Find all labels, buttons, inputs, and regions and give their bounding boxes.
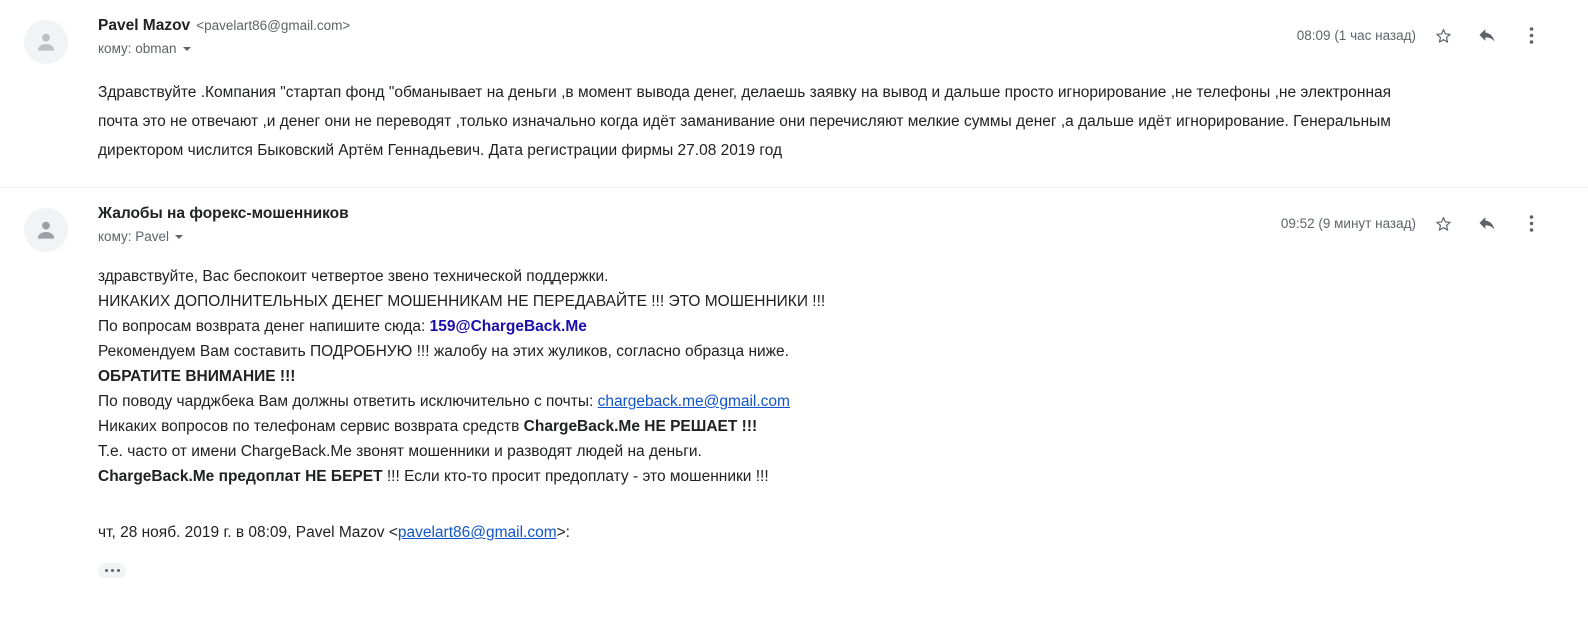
chevron-down-icon	[175, 235, 183, 239]
body-line-4: Рекомендуем Вам составить ПОДРОБНУЮ !!! жалобу на этих жуликов, согласно образца ниже.	[98, 343, 789, 360]
message-header-actions	[1281, 206, 1548, 240]
avatar	[24, 20, 68, 64]
sender-line	[98, 16, 1297, 36]
body-line-1: здравствуйте, Вас беспокоит четвертое звено технической поддержки.	[98, 268, 609, 285]
chargeback-email-link[interactable]: 159@ChargeBack.Me	[429, 318, 587, 335]
message-header	[24, 0, 1548, 64]
message-body	[98, 252, 1548, 489]
message-timestamp: 09:52 (9 минут назад)	[1280, 215, 1416, 231]
quoted-message-header	[98, 521, 1548, 545]
recipient-toggle[interactable]	[98, 228, 183, 246]
chevron-down-icon	[183, 47, 191, 51]
reply-icon[interactable]	[1470, 18, 1504, 52]
ellipsis-dot	[117, 569, 120, 572]
body-line-9-rest: !!! Если кто-то просит предоплату - это мошенники !!!	[382, 468, 769, 485]
star-icon[interactable]	[1426, 206, 1460, 240]
recipient-label: кому: Pavel	[98, 229, 170, 244]
ellipsis-dot	[105, 569, 108, 572]
star-icon[interactable]	[1426, 18, 1460, 52]
sender-email[interactable]: <pavelart86@gmail.com>	[196, 18, 351, 33]
message-header-actions	[1297, 18, 1548, 52]
email-message-1[interactable]	[0, 0, 1588, 187]
body-line-9-bold-1: ChargeBack.Me предоплат	[98, 468, 306, 485]
body-line-9	[98, 464, 1458, 489]
sender-name[interactable]: Pavel Mazov	[98, 17, 191, 34]
sender-line	[98, 204, 1281, 224]
body-line-3-text: По вопросам возврата денег напишите сюда:	[98, 318, 430, 335]
chargeback-gmail-link[interactable]: chargeback.me@gmail.com	[597, 393, 790, 410]
avatar	[24, 208, 68, 252]
sender-name[interactable]: Жалобы на форекс-мошенников	[98, 205, 349, 222]
reply-icon[interactable]	[1470, 206, 1504, 240]
body-line-7-text: Никаких вопросов по телефонам сервис возврата средств	[98, 418, 524, 435]
body-line-3	[98, 314, 1458, 339]
body-line-7-bold: ChargeBack.Me НЕ РЕШАЕТ !!!	[523, 418, 758, 435]
body-line-6	[98, 389, 1458, 414]
quote-suffix: >:	[556, 524, 570, 541]
body-line-2: НИКАКИХ ДОПОЛНИТЕЛЬНЫХ ДЕНЕГ МОШЕННИКАМ НЕ ПЕРЕДАВАЙТЕ !!! ЭТО МОШЕННИКИ !!!	[98, 293, 826, 310]
email-message-2[interactable]	[0, 188, 1588, 578]
body-line-9-bold-2: НЕ БЕРЕТ	[305, 468, 383, 485]
body-line-7	[98, 414, 1458, 439]
sender-block	[98, 16, 1297, 58]
ellipsis-dot	[111, 569, 114, 572]
recipient-toggle[interactable]	[98, 40, 191, 58]
more-options-icon[interactable]	[1514, 206, 1548, 240]
body-line-6-text: По поводу чарджбека Вам должны ответить исключительно с почты:	[98, 393, 598, 410]
body-line-5-attention: ОБРАТИТЕ ВНИМАНИЕ !!!	[98, 368, 296, 385]
more-options-icon[interactable]	[1514, 18, 1548, 52]
message-body: Здравствуйте .Компания "стартап фонд "обманывает на деньги ,в момент вывода денег, делаешь заявку на вывод и дальше просто игнорирование ,не телефоны ,не электронная почта это не отвечают ,и денег они не переводят ,только изначально когда идёт заманивание они перечисляют мелкие суммы денег ,а дальше идёт игнорирование. Генеральным директором числится Быковский Артём Геннадьевич. Дата регистрации фирмы 27.08 2019 год	[98, 84, 1392, 159]
message-timestamp: 08:09 (1 час назад)	[1296, 27, 1416, 43]
recipient-label: кому: obman	[98, 41, 177, 56]
sender-block	[98, 204, 1281, 246]
body-line-8: Т.е. часто от имени ChargeBack.Me звонят мошенники и разводят людей на деньги.	[98, 443, 702, 460]
message-header	[24, 188, 1548, 252]
quote-prefix: чт, 28 нояб. 2019 г. в 08:09, Pavel Mazov <	[98, 524, 398, 541]
quoted-sender-email-link[interactable]: pavelart86@gmail.com	[397, 524, 557, 541]
show-trimmed-content-button[interactable]	[98, 563, 126, 578]
